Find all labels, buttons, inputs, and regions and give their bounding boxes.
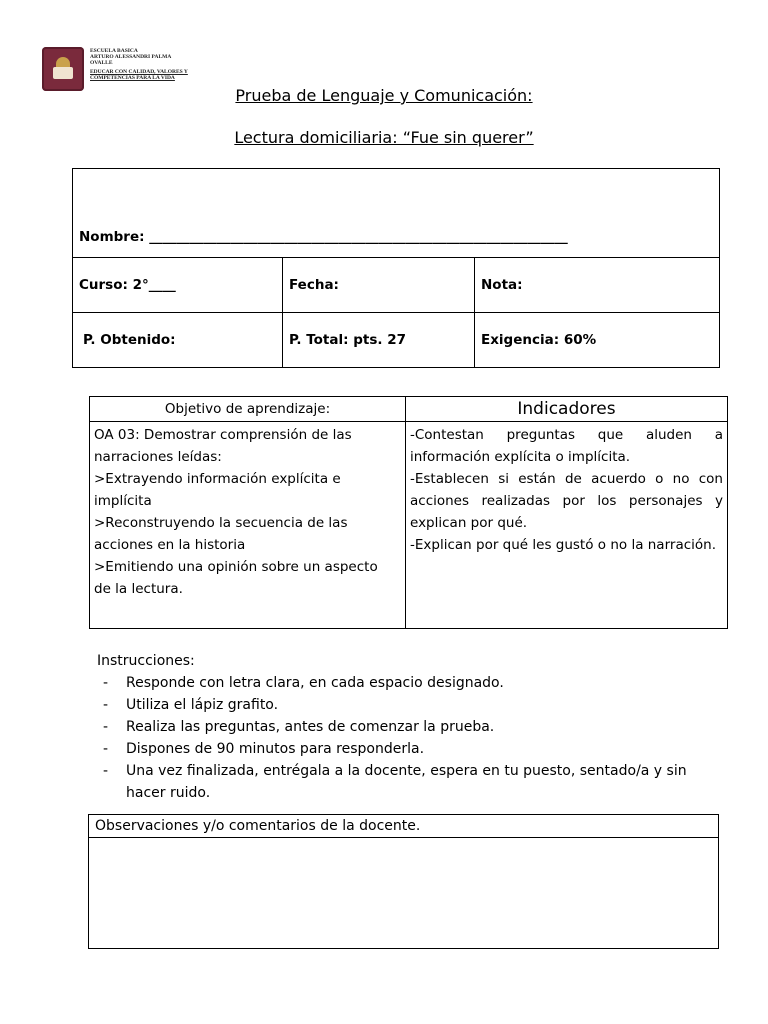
grade-field[interactable]: Nota: [475,258,720,313]
objectives-table [89,396,728,629]
observations-title: Observaciones y/o comentarios de la docente. [89,815,719,838]
instruction-item: - Responde con letra clara, en cada espacio designado. [97,672,717,694]
reading-title-text: Lectura domiciliaria: “Fue sin querer” [234,128,534,147]
school-line: OVALLE [90,60,113,66]
reading-title [0,128,768,147]
date-field[interactable]: Fecha: [283,258,475,313]
instruction-item: - Una vez finalizada, entrégala a la docente, espera en tu puesto, sentado/a y sin hacer ruido. [97,760,717,804]
observations-box [88,814,719,949]
indicators-cell [406,422,728,629]
objective-line: >Reconstruyendo la secuencia de las [94,515,348,531]
test-title [0,86,768,105]
objective-cell [90,422,406,629]
school-motto: COMPETENCIAS PARA LA VIDA [90,75,175,81]
objective-line: >Emitiendo una opinión sobre un aspecto [94,559,378,575]
indicator-item: -Establecen si están de acuerdo o no con acciones realizadas por los personajes y explican por qué. [410,471,723,531]
requirement-cell: Exigencia: 60% [475,313,720,368]
test-title-text: Prueba de Lenguaje y Comunicación: [235,86,533,105]
total-points-cell: P. Total: pts. 27 [283,313,475,368]
logo-book-icon [53,67,73,79]
objective-line: de la lectura. [94,581,183,597]
course-field[interactable]: Curso: 2°____ [73,258,283,313]
instructions-list [97,672,717,804]
objective-line: narraciones leídas: [94,449,222,465]
name-field[interactable]: Nombre: ______________________________________________________________ [73,169,720,258]
instructions-title: Instrucciones: [97,653,195,669]
school-motto: EDUCAR CON CALIDAD, VALORES Y [90,69,188,75]
observations-field[interactable] [89,838,719,949]
instructions [97,650,717,804]
instruction-item: - Utiliza el lápiz grafito. [97,694,717,716]
objective-header: Objetivo de aprendizaje: [90,397,406,422]
student-info-table [72,168,720,368]
indicator-item: -Explican por qué les gustó o no la narración. [410,537,716,553]
indicator-item: -Contestan preguntas que aluden a información explícita o implícita. [410,427,723,465]
school-logo [42,47,84,91]
school-info [90,48,200,81]
objective-line: >Extrayendo información explícita e [94,471,341,487]
logo-dome [56,57,70,67]
objective-line: implícita [94,493,152,509]
objective-line: acciones en la historia [94,537,246,553]
school-line: ESCUELA BASICA [90,48,138,54]
instruction-item: - Dispones de 90 minutos para responderla. [97,738,717,760]
school-line: ARTURO ALESSANDRI PALMA [90,54,172,60]
indicators-header: Indicadores [406,397,728,422]
objective-line: OA 03: Demostrar comprensión de las [94,427,352,443]
obtained-points-field[interactable]: P. Obtenido: [73,313,283,368]
instruction-item: - Realiza las preguntas, antes de comenzar la prueba. [97,716,717,738]
